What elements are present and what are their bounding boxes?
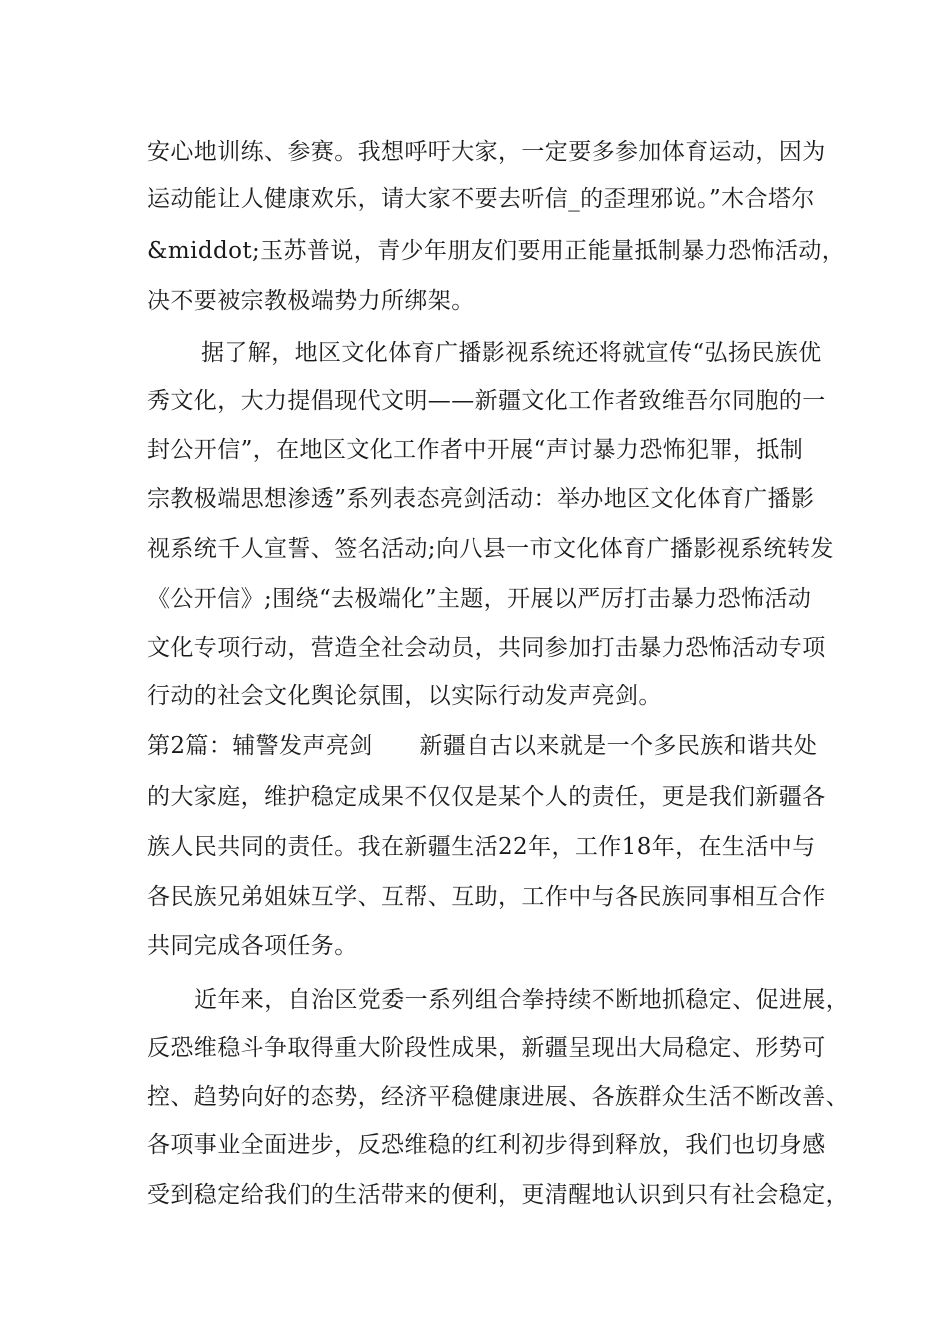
- text-line: 行动的社会文化舆论氛围，以实际行动发声亮剑。: [147, 683, 662, 709]
- text-line: 安心地训练、参赛。我想呼吁大家，一定要多参加体育运动，因为: [147, 139, 826, 165]
- text-line: 控、趋势向好的态势，经济平稳健康进展、各族群众生活不断改善、: [147, 1084, 849, 1110]
- text-line: 视系统千人宣誓、签名活动;向八县一市文化体育广播影视系统转发: [147, 536, 834, 562]
- text-line: 的大家庭，维护稳定成果不仅仅是某个人的责任，更是我们新疆各: [147, 784, 826, 810]
- paragraph-first-line: 据了解，地区文化体育广播影视系统还将就宣传“弘扬民族优: [201, 340, 822, 366]
- text-line: 封公开信”，在地区文化工作者中开展“声讨暴力恐怖犯罪，抵制: [147, 437, 804, 463]
- paragraph-first-line: 近年来，自治区党委一系列组合拳持续不断地抓稳定、促进展，: [194, 987, 850, 1013]
- text-line: 《公开信》;围绕“去极端化”主题，开展以严厉打击暴力恐怖活动: [147, 586, 812, 612]
- text-line: 宗教极端思想渗透”系列表态亮剑活动：举办地区文化体育广播影: [147, 486, 815, 512]
- text-line: 各项事业全面进步，反恐维稳的红利初步得到释放，我们也切身感: [147, 1132, 826, 1158]
- text-line: 反恐维稳斗争取得重大阶段性成果，新疆呈现出大局稳定、形势可: [147, 1035, 826, 1061]
- text-line: 共同完成各项任务。: [147, 933, 358, 959]
- text-line: 秀文化，大力提倡现代文明——新疆文化工作者致维吾尔同胞的一: [147, 388, 826, 414]
- text-line: 运动能让人健康欢乐，请大家不要去听信_的歪理邪说。”木合塔尔: [147, 186, 815, 212]
- text-line: 各民族兄弟姐妹互学、互帮、互助，工作中与各民族同事相互合作: [147, 884, 826, 910]
- text-line: 受到稳定给我们的生活带来的便利，更清醒地认识到只有社会稳定，: [147, 1182, 849, 1208]
- text-line: 决不要被宗教极端势力所绑架。: [147, 288, 475, 314]
- text-line: 文化专项行动，营造全社会动员，共同参加打击暴力恐怖活动专项: [147, 635, 826, 661]
- text-line: &middot;玉苏普说，青少年朋友们要用正能量抵制暴力恐怖活动，: [147, 238, 846, 264]
- text-line: 族人民共同的责任。我在新疆生活22年，工作18年，在生活中与: [147, 834, 816, 860]
- section-heading-line: 第2篇：辅警发声亮剑 新疆自古以来就是一个多民族和谐共处: [147, 733, 818, 759]
